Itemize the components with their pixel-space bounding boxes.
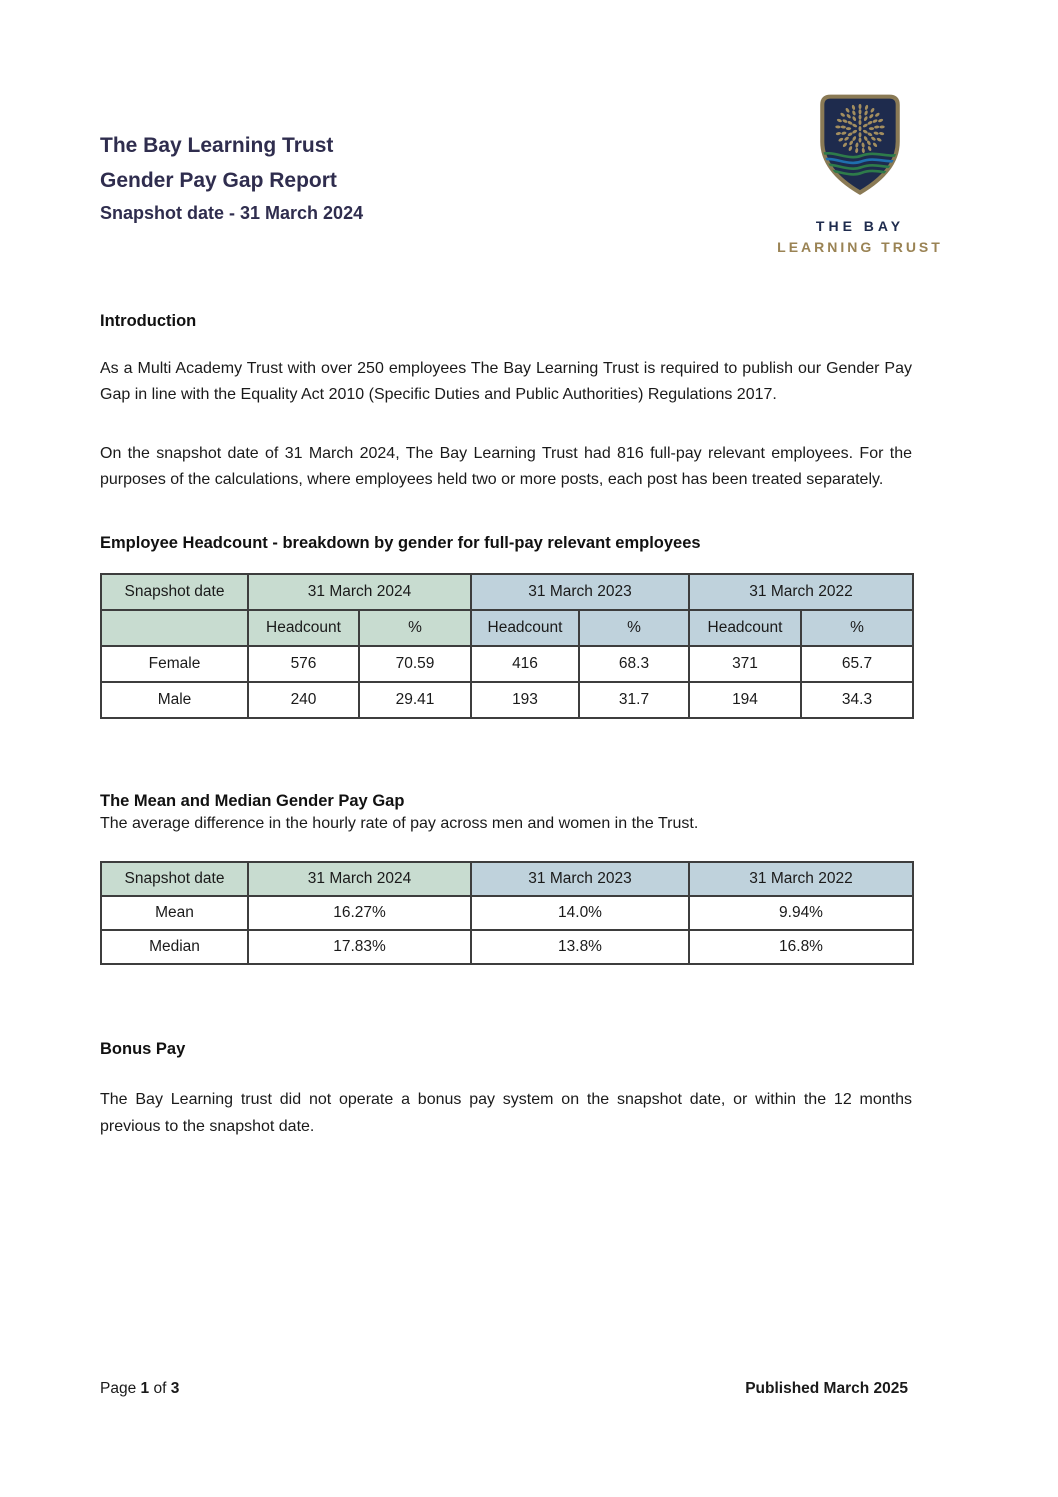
cell: 14.0% xyxy=(471,896,689,930)
cell: 65.7 xyxy=(801,646,913,682)
table-row-median xyxy=(101,930,913,964)
bonus-heading: Bonus Pay xyxy=(100,1040,186,1058)
corner-cell: Snapshot date xyxy=(101,862,248,896)
subheader-headcount-2024: Headcount xyxy=(248,610,359,646)
cell: 194 xyxy=(689,682,801,718)
intro-paragraph-1: As a Multi Academy Trust with over 250 employees The Bay Learning Trust is required to publish our Gender Pay Gap in line with the Equality Act 2010 (Specific Duties and Public Authorities) Regulations 2017. xyxy=(100,360,912,403)
empty-cell xyxy=(101,610,248,646)
cell: 9.94% xyxy=(689,896,913,930)
year-2023-header: 31 March 2023 xyxy=(471,862,689,896)
trust-name-title: The Bay Learning Trust xyxy=(100,134,334,157)
intro-heading: Introduction xyxy=(100,312,197,330)
trust-logo xyxy=(762,84,958,255)
logo-wordmark-line1: THE BAY xyxy=(815,218,905,234)
paygap-year-header-row xyxy=(101,862,913,896)
year-2024-header: 31 March 2024 xyxy=(248,862,471,896)
title-block xyxy=(100,128,363,229)
table-row-mean xyxy=(101,896,913,930)
table-row-female xyxy=(101,646,913,682)
headcount-subheader-row xyxy=(101,610,913,646)
subheader-percent-2022: % xyxy=(801,610,913,646)
subheader-headcount-2023: Headcount xyxy=(471,610,579,646)
cell: 68.3 xyxy=(579,646,689,682)
page-current: 1 xyxy=(140,1380,150,1397)
cell: 17.83% xyxy=(248,930,471,964)
report-title: Gender Pay Gap Report xyxy=(100,169,337,192)
cell: 416 xyxy=(471,646,579,682)
year-2022-header: 31 March 2022 xyxy=(689,862,913,896)
cell: 16.27% xyxy=(248,896,471,930)
report-body xyxy=(100,312,912,1140)
subheader-headcount-2022: Headcount xyxy=(689,610,801,646)
headcount-year-header-row xyxy=(101,574,913,610)
subheader-percent-2023: % xyxy=(579,610,689,646)
table-row-male xyxy=(101,682,913,718)
year-2023-header: 31 March 2023 xyxy=(471,574,689,610)
report-header xyxy=(0,0,1058,270)
cell: 371 xyxy=(689,646,801,682)
footer-page-number xyxy=(100,1380,179,1398)
paygap-subheading: The average difference in the hourly rate of pay across men and women in the Trust. xyxy=(100,815,699,832)
bonus-paragraph: The Bay Learning trust did not operate a bonus pay system on the snapshot date, or within the 12 months previous to the snapshot date. xyxy=(100,1091,912,1135)
corner-cell: Snapshot date xyxy=(101,574,248,610)
row-label: Median xyxy=(101,930,248,964)
cell: 576 xyxy=(248,646,359,682)
row-label: Mean xyxy=(101,896,248,930)
year-2024-header: 31 March 2024 xyxy=(248,574,471,610)
page-word: Page xyxy=(100,1380,141,1397)
cell: 240 xyxy=(248,682,359,718)
page-total: 3 xyxy=(170,1380,180,1397)
footer-published: Published March 2025 xyxy=(745,1380,908,1397)
headcount-table xyxy=(100,573,914,719)
shield-icon xyxy=(819,84,901,206)
of-word: of xyxy=(149,1380,171,1397)
year-2022-header: 31 March 2022 xyxy=(689,574,913,610)
cell: 34.3 xyxy=(801,682,913,718)
row-label: Male xyxy=(101,682,248,718)
cell: 31.7 xyxy=(579,682,689,718)
subheader-percent-2024: % xyxy=(359,610,471,646)
cell: 13.8% xyxy=(471,930,689,964)
paygap-heading: The Mean and Median Gender Pay Gap xyxy=(100,792,405,810)
logo-wordmark-line2: LEARNING TRUST xyxy=(777,239,943,255)
cell: 70.59 xyxy=(359,646,471,682)
snapshot-date-title: Snapshot date - 31 March 2024 xyxy=(100,203,364,223)
headcount-heading: Employee Headcount - breakdown by gender for full-pay relevant employees xyxy=(100,534,701,552)
cell: 193 xyxy=(471,682,579,718)
report-footer xyxy=(100,1380,908,1398)
cell: 29.41 xyxy=(359,682,471,718)
row-label: Female xyxy=(101,646,248,682)
cell: 16.8% xyxy=(689,930,913,964)
paygap-table xyxy=(100,861,914,965)
intro-paragraph-2: On the snapshot date of 31 March 2024, The Bay Learning Trust had 816 full-pay relevant employees. For the purposes of the calculations, where employees held two or more posts, each post has been treated separately. xyxy=(100,445,912,488)
